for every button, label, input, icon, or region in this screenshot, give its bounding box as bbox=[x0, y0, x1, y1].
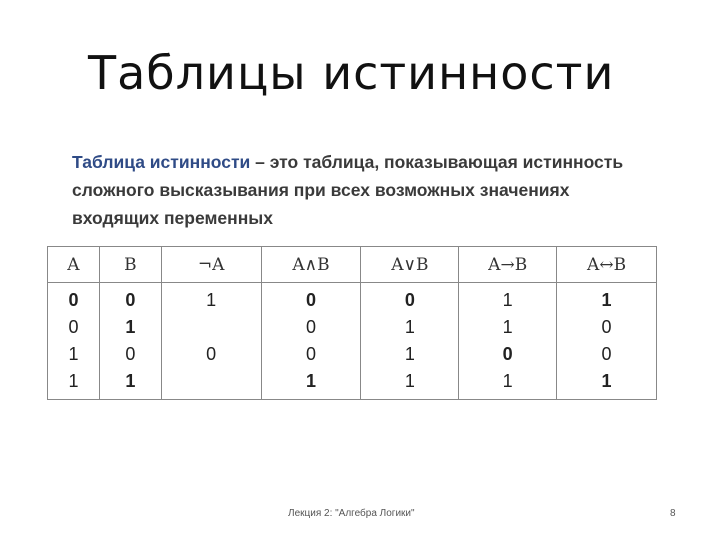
cell-equivalence: 1 bbox=[557, 368, 657, 400]
cell-b: 0 bbox=[99, 283, 161, 315]
table-row bbox=[48, 314, 657, 341]
cell-a: 0 bbox=[48, 314, 100, 341]
header-implication: A→B bbox=[459, 247, 557, 283]
header-a: A bbox=[48, 247, 100, 283]
cell-equivalence: 0 bbox=[557, 341, 657, 368]
definition-term: Таблица истинности bbox=[72, 152, 251, 172]
header-equivalence: A↔B bbox=[557, 247, 657, 283]
cell-implication: 1 bbox=[459, 283, 557, 315]
cell-or: 1 bbox=[361, 341, 459, 368]
cell-a: 0 bbox=[48, 283, 100, 315]
table-row bbox=[48, 341, 657, 368]
cell-b: 0 bbox=[99, 341, 161, 368]
cell-not-a: 1 bbox=[161, 283, 261, 315]
cell-or: 1 bbox=[361, 314, 459, 341]
cell-or: 1 bbox=[361, 368, 459, 400]
cell-not-a bbox=[161, 314, 261, 341]
cell-not-a: 0 bbox=[161, 341, 261, 368]
table-row bbox=[48, 283, 657, 315]
header-not-a: ¬A bbox=[161, 247, 261, 283]
slide-footer: Лекция 2: "Алгебра Логики" bbox=[288, 508, 415, 519]
table-row bbox=[48, 368, 657, 400]
cell-b: 1 bbox=[99, 368, 161, 400]
cell-or: 0 bbox=[361, 283, 459, 315]
cell-equivalence: 1 bbox=[557, 283, 657, 315]
cell-a: 1 bbox=[48, 341, 100, 368]
cell-implication: 0 bbox=[459, 341, 557, 368]
cell-b: 1 bbox=[99, 314, 161, 341]
definition-text bbox=[72, 148, 642, 232]
cell-and: 0 bbox=[261, 314, 361, 341]
page-number: 8 bbox=[670, 508, 676, 519]
header-or: A∨B bbox=[361, 247, 459, 283]
cell-and: 0 bbox=[261, 283, 361, 315]
cell-and: 1 bbox=[261, 368, 361, 400]
cell-implication: 1 bbox=[459, 314, 557, 341]
truth-table bbox=[47, 246, 657, 400]
cell-equivalence: 0 bbox=[557, 314, 657, 341]
header-b: B bbox=[99, 247, 161, 283]
cell-implication: 1 bbox=[459, 368, 557, 400]
definition-body: – это таблица, показывающая истинность сложного высказывания при всех возможных значениях входящих переменных bbox=[72, 152, 624, 228]
header-and: A∧B bbox=[261, 247, 361, 283]
cell-not-a bbox=[161, 368, 261, 400]
cell-a: 1 bbox=[48, 368, 100, 400]
slide-title: Таблицы истинности bbox=[88, 46, 615, 100]
table-header-row bbox=[48, 247, 657, 283]
cell-and: 0 bbox=[261, 341, 361, 368]
